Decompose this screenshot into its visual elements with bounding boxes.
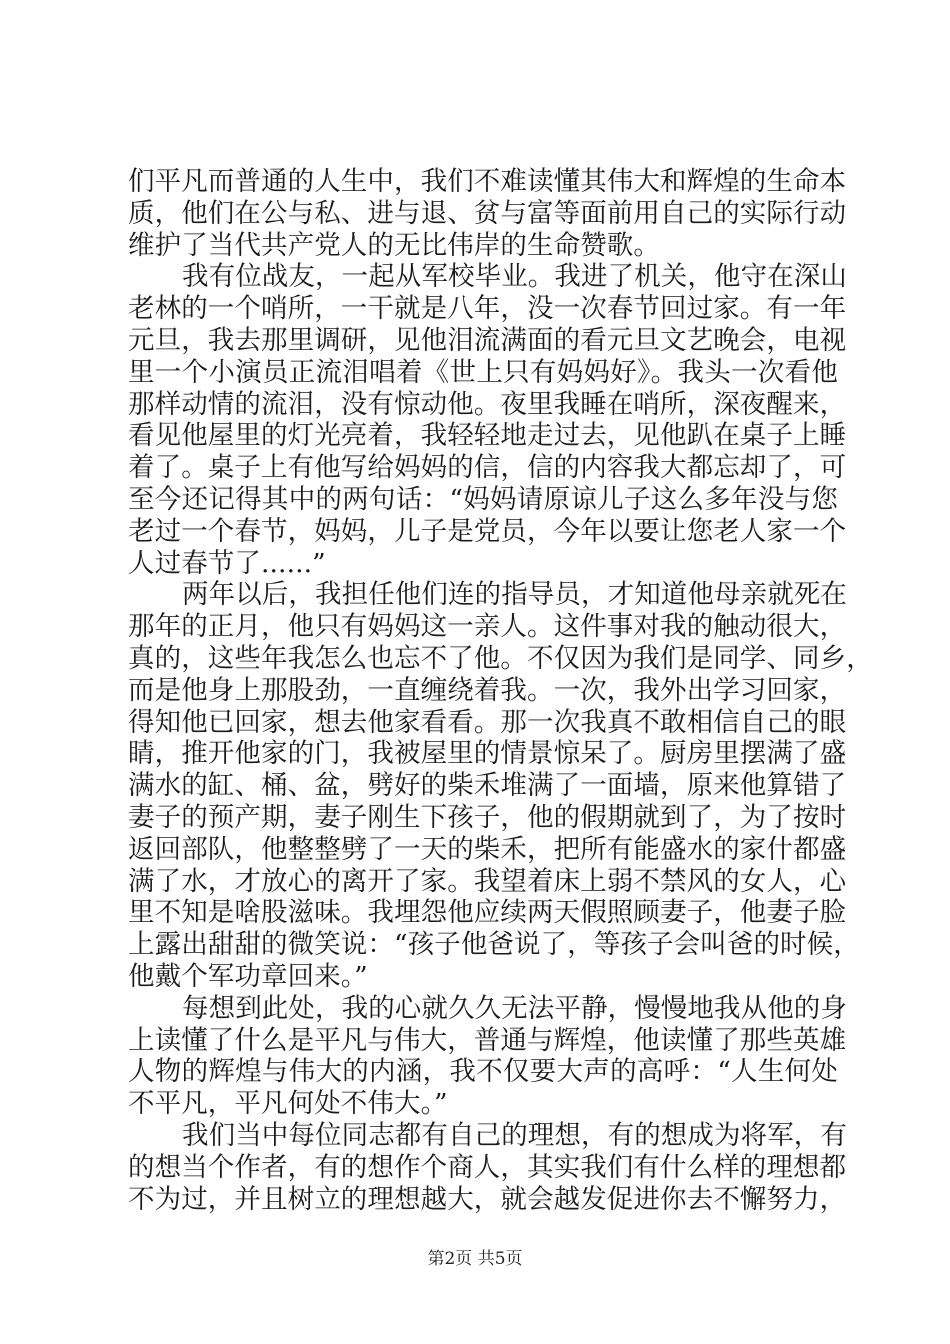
page-footer: 第2页 共5页 bbox=[427, 1249, 523, 1269]
text-line: 们平凡而普通的人生中，我们不难读懂其伟大和辉煌的生命本 bbox=[128, 166, 847, 197]
text-line: 里不知是啥股滋味。我埋怨他应续两天假照顾妻子，他妻子脸 bbox=[128, 897, 847, 929]
text-line: 维护了当代共产党人的无比伟岸的生命赞歌。 bbox=[128, 229, 660, 261]
text-line: 得知他已回家，想去他家看看。那一次我真不敢相信自己的眼 bbox=[128, 706, 847, 738]
text-line: 他戴个军功章回来。” bbox=[128, 960, 368, 992]
text-line: 那样动情的流泪，没有惊动他。夜里我睡在哨所，深夜醒来， bbox=[128, 388, 847, 420]
text-line: 我们当中每位同志都有自己的理想，有的想成为将军，有 bbox=[182, 1119, 847, 1151]
text-line: 不平凡，平凡何处不伟大。” bbox=[128, 1088, 448, 1120]
text-line: 着了。桌子上有他写给妈妈的信，信的内容我大都忘却了，可 bbox=[128, 452, 847, 484]
text-line: 的想当个作者，有的想作个商人，其实我们有什么样的理想都 bbox=[128, 1151, 847, 1183]
text-line: 返回部队，他整整劈了一天的柴禾，把所有能盛水的家什都盛 bbox=[128, 833, 847, 865]
text-line: 而是他身上那股劲，一直缠绕着我。一次，我外出学习回家， bbox=[128, 674, 847, 706]
text-line: 那年的正月，他只有妈妈这一亲人。这件事对我的触动很大， bbox=[128, 611, 847, 643]
text-line: 看见他屋里的灯光亮着，我轻轻地走过去，见他趴在桌子上睡 bbox=[128, 420, 847, 452]
text-line: 满了水，才放心的离开了家。我望着床上弱不禁风的女人，心 bbox=[128, 865, 847, 897]
text-line: 人过春节了......” bbox=[128, 547, 326, 579]
text-line: 不为过，并且树立的理想越大，就会越发促进你去不懈努力， bbox=[128, 1183, 847, 1215]
text-line: 我有位战友，一起从军校毕业。我进了机关，他守在深山 bbox=[182, 261, 847, 293]
text-line: 老过一个春节，妈妈，儿子是党员，今年以要让您老人家一个 bbox=[128, 515, 847, 547]
text-line: 上露出甜甜的微笑说：“孩子他爸说了，等孩子会叫爸的时候， bbox=[128, 929, 860, 961]
text-line: 质，他们在公与私、进与退、贫与富等面前用自己的实际行动 bbox=[128, 197, 847, 229]
text-line: 两年以后，我担任他们连的指导员，才知道他母亲就死在 bbox=[182, 579, 847, 611]
text-line: 每想到此处，我的心就久久无法平静，慢慢地我从他的身 bbox=[182, 992, 847, 1024]
text-line: 满水的缸、桶、盆，劈好的柴禾堆满了一面墙，原来他算错了 bbox=[128, 770, 847, 802]
text-line: 上读懂了什么是平凡与伟大，普通与辉煌，他读懂了那些英雄 bbox=[128, 1024, 847, 1056]
text-line: 里一个小演员正流泪唱着《世上只有妈妈好》。我头一次看他 bbox=[128, 356, 838, 388]
text-line: 元旦，我去那里调研，见他泪流满面的看元旦文艺晚会，电视 bbox=[128, 324, 847, 356]
text-line: 至今还记得其中的两句话：“妈妈请原谅儿子这么多年没与您 bbox=[128, 483, 838, 515]
text-line: 老林的一个哨所，一干就是八年，没一次春节回过家。有一年 bbox=[128, 293, 847, 325]
text-line: 人物的辉煌与伟大的内涵，我不仅要大声的高呼：“人生何处 bbox=[128, 1056, 838, 1088]
text-line: 真的，这些年我怎么也忘不了他。不仅因为我们是同学、同乡， bbox=[128, 642, 873, 674]
document-body bbox=[128, 166, 873, 1215]
text-line: 妻子的预产期，妻子刚生下孩子，他的假期就到了，为了按时 bbox=[128, 801, 847, 833]
text-line: 睛，推开他家的门，我被屋里的情景惊呆了。厨房里摆满了盛 bbox=[128, 738, 847, 770]
